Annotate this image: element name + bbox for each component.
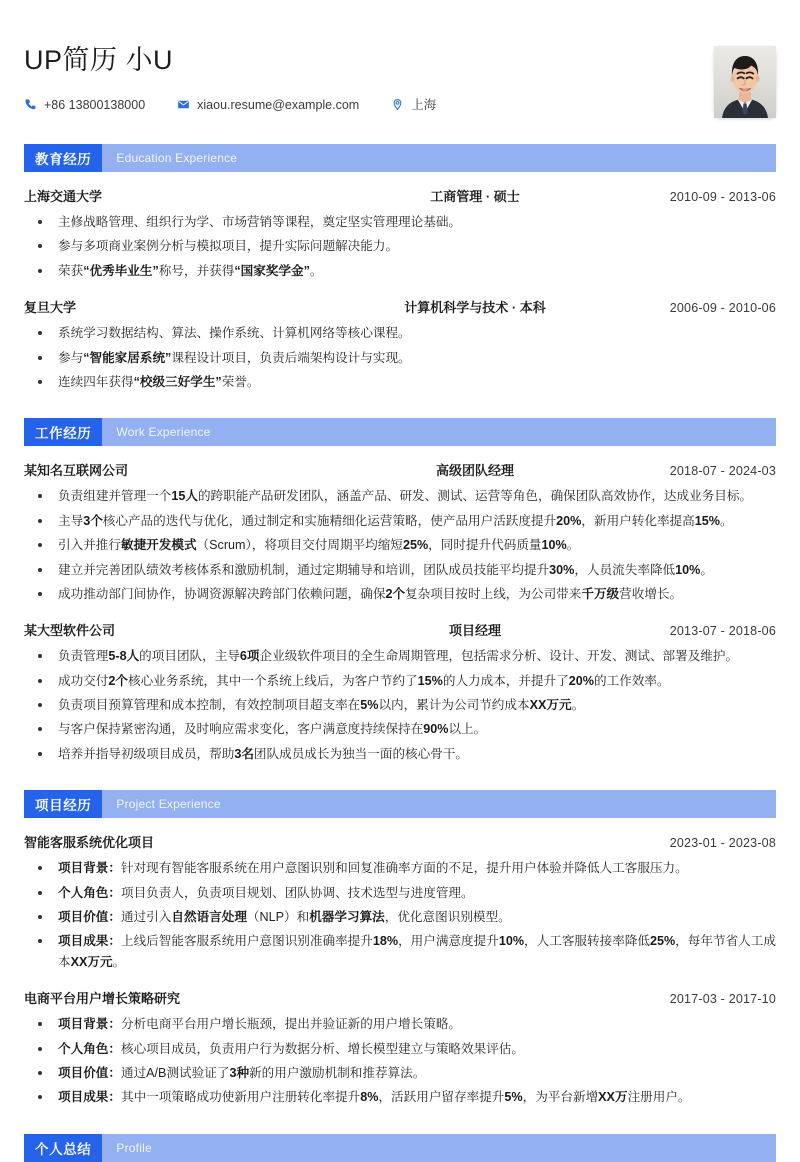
section-project-experience xyxy=(24,790,776,1108)
body-text: ，新用户转化率提高 xyxy=(581,513,695,528)
emphasis-text: “国家奖学金” xyxy=(234,263,310,278)
bullet-item xyxy=(24,883,776,903)
body-text: ，活跃用户留存率提升 xyxy=(378,1090,505,1105)
bullet-item xyxy=(24,236,776,256)
section-title-cn: 项目经历 xyxy=(24,790,102,818)
body-text: 参与 xyxy=(58,350,84,365)
bullet-item xyxy=(24,511,776,531)
bullet-list xyxy=(24,858,776,972)
entry-organization: 某知名互联网公司 xyxy=(24,463,129,479)
emphasis-text: “优秀毕业生” xyxy=(83,263,159,278)
entry-date-range: 2010-09 - 2013-06 xyxy=(669,190,776,204)
bullet-item xyxy=(24,323,776,343)
section-education-experience xyxy=(24,144,776,392)
body-text: 上线后智能客服系统用户意图识别准确率提升 xyxy=(120,934,373,949)
entry-date-range: 2006-09 - 2010-06 xyxy=(669,301,776,316)
resume-header xyxy=(24,0,776,118)
bullet-list xyxy=(24,323,776,392)
body-text: 分析电商平台用户增长瓶颈，提出并验证新的用户增长策略。 xyxy=(120,1017,461,1032)
body-text: 团队成员成长为独当一面的核心骨干。 xyxy=(253,746,469,761)
body-text: 主修战略管理、组织行为学、市场营销等课程，奠定坚实管理理论基础。 xyxy=(58,215,461,229)
section-header xyxy=(24,418,776,446)
sections-root xyxy=(24,144,776,1162)
emphasis-text: 10% xyxy=(498,934,525,949)
emphasis-text: 项目成果： xyxy=(58,1090,121,1105)
body-text: 主导 xyxy=(58,513,84,528)
emphasis-text: 6项 xyxy=(239,649,260,664)
body-text: 负责组建并管理一个 xyxy=(58,489,172,504)
emphasis-text: 项目成果： xyxy=(58,934,121,949)
emphasis-text: XX万元 xyxy=(70,954,113,969)
body-text: 荣获 xyxy=(58,263,84,278)
emphasis-text: 25% xyxy=(649,934,676,949)
section-title-cn: 教育经历 xyxy=(24,144,102,172)
body-text: 与客户保持紧密沟通，及时响应需求变化，客户满意度持续保持在 xyxy=(58,722,424,737)
emphasis-text: 30% xyxy=(549,562,575,577)
body-text: 针对现有智能客服系统在用户意图识别和回复准确率方面的不足，提升用户体验并降低人工客服压力。 xyxy=(120,861,688,876)
body-text: 。 xyxy=(719,513,733,528)
emphasis-text: 20% xyxy=(568,673,595,688)
body-text: 复杂项目按时上线，为公司带来 xyxy=(405,586,582,601)
contact-text: 上海 xyxy=(411,97,437,112)
body-text: 。 xyxy=(112,954,126,969)
body-text: 。 xyxy=(571,698,585,713)
bullet-item xyxy=(24,1087,776,1107)
body-text: 核心产品的迭代与优化，通过制定和实施精细化运营策略，使产品用户活跃度提升 xyxy=(102,513,557,528)
emphasis-text: 25% xyxy=(402,538,429,553)
body-text: 的工作效率。 xyxy=(594,673,670,688)
entry-date-range: 2023-01 - 2023-08 xyxy=(669,836,776,851)
body-text: 。 xyxy=(309,263,323,278)
emphasis-text: “校级三好学生” xyxy=(133,374,222,389)
emphasis-text: 15人 xyxy=(171,489,198,504)
body-text: 通过A/B测试验证了 xyxy=(120,1065,230,1080)
emphasis-text: 5% xyxy=(504,1090,523,1105)
entry-header xyxy=(24,460,776,479)
entry xyxy=(24,988,776,1108)
bullet-list xyxy=(24,486,776,604)
body-text: 核心业务系统，其中一个系统上线后，为客户节约了 xyxy=(127,673,418,688)
bullet-list xyxy=(24,1014,776,1108)
bullet-item xyxy=(24,646,776,666)
bullet-item xyxy=(24,584,776,604)
section-profile xyxy=(24,1134,776,1162)
body-text: 核心项目成员，负责用户行为数据分析、增长模型建立与策略效果评估。 xyxy=(120,1041,524,1056)
body-text: 引入并推行 xyxy=(58,538,121,553)
body-text: ，优化意图识别模型。 xyxy=(384,910,511,925)
bullet-item xyxy=(24,695,776,715)
entry-header xyxy=(24,620,776,639)
bullet-item xyxy=(24,744,776,764)
contact-text: xiaou.resume@example.com xyxy=(197,97,360,112)
contact-item-location-pin[interactable] xyxy=(391,98,436,111)
header-left xyxy=(24,44,714,111)
body-text: ，每年节省人工成本 xyxy=(58,934,776,969)
body-text: 以内，累计为公司节约成本 xyxy=(378,698,530,713)
body-text: 的项目团队，主导 xyxy=(139,649,240,664)
emphasis-text: “智能家居系统” xyxy=(83,350,172,365)
contact-item-phone[interactable] xyxy=(24,98,145,111)
body-text: 成功交付 xyxy=(58,673,109,688)
body-text: ，人员流失率降低 xyxy=(574,562,676,577)
emphasis-text: 2个 xyxy=(108,673,128,688)
bullet-item xyxy=(24,372,776,392)
emphasis-text: XX万 xyxy=(598,1090,628,1105)
avatar xyxy=(714,46,776,118)
emphasis-text: 项目价值： xyxy=(58,1065,121,1080)
entry-organization: 电商平台用户增长策略研究 xyxy=(24,991,181,1007)
emphasis-text: 个人角色： xyxy=(58,1041,121,1056)
entry xyxy=(24,297,776,392)
bullet-item xyxy=(24,212,776,232)
section-title-en: Work Experience xyxy=(116,425,211,440)
bullet-item xyxy=(24,858,776,878)
entry xyxy=(24,186,776,281)
contact-item-mail[interactable] xyxy=(177,98,359,111)
bullet-item xyxy=(24,931,776,972)
body-text: 注册用户。 xyxy=(627,1090,691,1105)
section-title-cn: 个人总结 xyxy=(24,1134,102,1162)
body-text: 的人力成本，并提升了 xyxy=(442,673,569,688)
emphasis-text: 敏捷开发模式 xyxy=(120,538,197,553)
body-text: 连续四年获得 xyxy=(58,374,134,389)
emphasis-text: 8% xyxy=(360,1090,379,1105)
entry xyxy=(24,832,776,972)
section-header xyxy=(24,144,776,172)
bullet-item xyxy=(24,1014,776,1034)
body-text: 培养并指导初级项目成员，帮助 xyxy=(58,746,235,761)
emphasis-text: 个人角色： xyxy=(58,885,121,900)
bullet-item xyxy=(24,671,776,691)
emphasis-text: 15% xyxy=(417,673,443,688)
portrait-photo-icon xyxy=(714,46,776,118)
entry-role: 工商管理 · 硕士 xyxy=(430,189,520,204)
entry-header xyxy=(24,186,776,205)
candidate-name: UP简历 小U xyxy=(24,45,174,75)
body-text: 负责项目预算管理和成本控制，有效控制项目超支率在 xyxy=(58,698,361,713)
bullet-item xyxy=(24,1063,776,1083)
bullet-item xyxy=(24,486,776,506)
body-text: ，人工客服转接率降低 xyxy=(524,934,650,949)
bullet-list xyxy=(24,212,776,281)
emphasis-text: 20% xyxy=(556,513,582,528)
emphasis-text: 15% xyxy=(694,513,720,528)
contact-text: +86 13800138000 xyxy=(44,97,146,112)
contact-row xyxy=(24,98,714,111)
mail-icon xyxy=(177,98,190,111)
body-text: 企业级软件项目的全生命周期管理，包括需求分析、设计、开发、测试、部署及维护。 xyxy=(259,649,739,664)
emphasis-text: 项目价值： xyxy=(58,910,121,925)
entry-organization: 上海交通大学 xyxy=(24,189,103,204)
emphasis-text: 5% xyxy=(360,698,379,713)
emphasis-text: 10% xyxy=(541,538,567,553)
body-text: ，用户满意度提升 xyxy=(398,934,499,949)
entry-organization: 智能客服系统优化项目 xyxy=(24,835,155,851)
body-text: 其中一项策略成功使新用户注册转化率提升 xyxy=(120,1090,361,1105)
bullet-item xyxy=(24,261,776,281)
body-text: （NLP）和 xyxy=(246,910,310,925)
body-text: 的跨职能产品研发团队，涵盖产品、研发、测试、运营等角色，确保团队高效协作，达成业务目标。 xyxy=(197,489,753,504)
entry-date-range: 2018-07 - 2024-03 xyxy=(669,464,776,479)
bullet-item xyxy=(24,535,776,555)
body-text: 项目负责人，负责项目规划、团队协调、技术选型与进度管理。 xyxy=(120,885,474,900)
body-text: 通过引入 xyxy=(120,910,172,925)
entry-role: 计算机科学与技术 · 本科 xyxy=(404,300,546,316)
emphasis-text: 2个 xyxy=(385,586,406,601)
body-text: 新的用户激励机制和推荐算法。 xyxy=(249,1065,426,1080)
emphasis-text: 18% xyxy=(372,934,399,949)
emphasis-text: 3名 xyxy=(234,746,254,761)
location-pin-icon xyxy=(391,98,404,111)
bullet-item xyxy=(24,719,776,739)
body-text: ，为平台新增 xyxy=(522,1090,599,1105)
body-text: ，同时提升代码质量 xyxy=(428,538,542,553)
section-title-cn: 工作经历 xyxy=(24,418,102,446)
body-text: 系统学习数据结构、算法、操作系统、计算机网络等核心课程。 xyxy=(58,326,411,341)
emphasis-text: 90% xyxy=(423,722,449,737)
body-text: 成功推动部门间协作，协调资源解决跨部门依赖问题，确保 xyxy=(58,586,386,601)
body-text: 称号，并获得 xyxy=(158,263,235,278)
emphasis-text: 千万级 xyxy=(581,586,620,601)
section-work-experience xyxy=(24,418,776,764)
entry-date-range: 2013-07 - 2018-06 xyxy=(669,624,776,639)
section-title-en: Education Experience xyxy=(116,151,238,165)
entry-organization: 某大型软件公司 xyxy=(24,623,116,639)
emphasis-text: 项目背景： xyxy=(58,1017,121,1032)
emphasis-text: 3个 xyxy=(83,513,103,528)
emphasis-text: 自然语言处理 xyxy=(171,910,247,925)
body-text: 课程设计项目，负责后端架构设计与实现。 xyxy=(171,350,411,365)
section-header xyxy=(24,1134,776,1162)
section-title-en: Project Experience xyxy=(116,797,221,812)
bullet-list xyxy=(24,646,776,764)
emphasis-text: 5-8人 xyxy=(108,649,140,664)
entry-role: 项目经理 xyxy=(448,623,501,639)
emphasis-text: 10% xyxy=(675,562,701,577)
section-title-en: Profile xyxy=(116,1140,152,1155)
entry xyxy=(24,460,776,604)
emphasis-text: 项目背景： xyxy=(58,861,121,876)
entry-header xyxy=(24,988,776,1007)
section-header xyxy=(24,790,776,818)
body-text: 以上。 xyxy=(448,722,487,737)
body-text: 。 xyxy=(566,538,580,553)
body-text: 参与多项商业案例分析与模拟项目，提升实际问题解决能力。 xyxy=(58,239,399,254)
body-text: （Scrum），将项目交付周期平均缩短 xyxy=(196,538,403,553)
phone-icon xyxy=(24,98,37,111)
emphasis-text: 机器学习算法 xyxy=(309,910,385,925)
bullet-item xyxy=(24,907,776,927)
entry-header xyxy=(24,297,776,316)
body-text: 负责管理 xyxy=(58,649,109,664)
entry-date-range: 2017-03 - 2017-10 xyxy=(669,992,776,1007)
body-text: 营收增长。 xyxy=(619,586,683,601)
bullet-item xyxy=(24,348,776,368)
entry-organization: 复旦大学 xyxy=(24,300,77,316)
body-text: 建立并完善团队绩效考核体系和激励机制，通过定期辅导和培训，团队成员技能平均提升 xyxy=(58,562,550,577)
bullet-item xyxy=(24,1039,776,1059)
body-text: 荣誉。 xyxy=(221,374,260,389)
entry xyxy=(24,620,776,764)
emphasis-text: 3种 xyxy=(229,1065,250,1080)
entry-header xyxy=(24,832,776,851)
emphasis-text: XX万元 xyxy=(529,698,572,713)
entry-role: 高级团队经理 xyxy=(435,463,514,479)
bullet-item xyxy=(24,560,776,580)
body-text: 。 xyxy=(700,562,713,577)
